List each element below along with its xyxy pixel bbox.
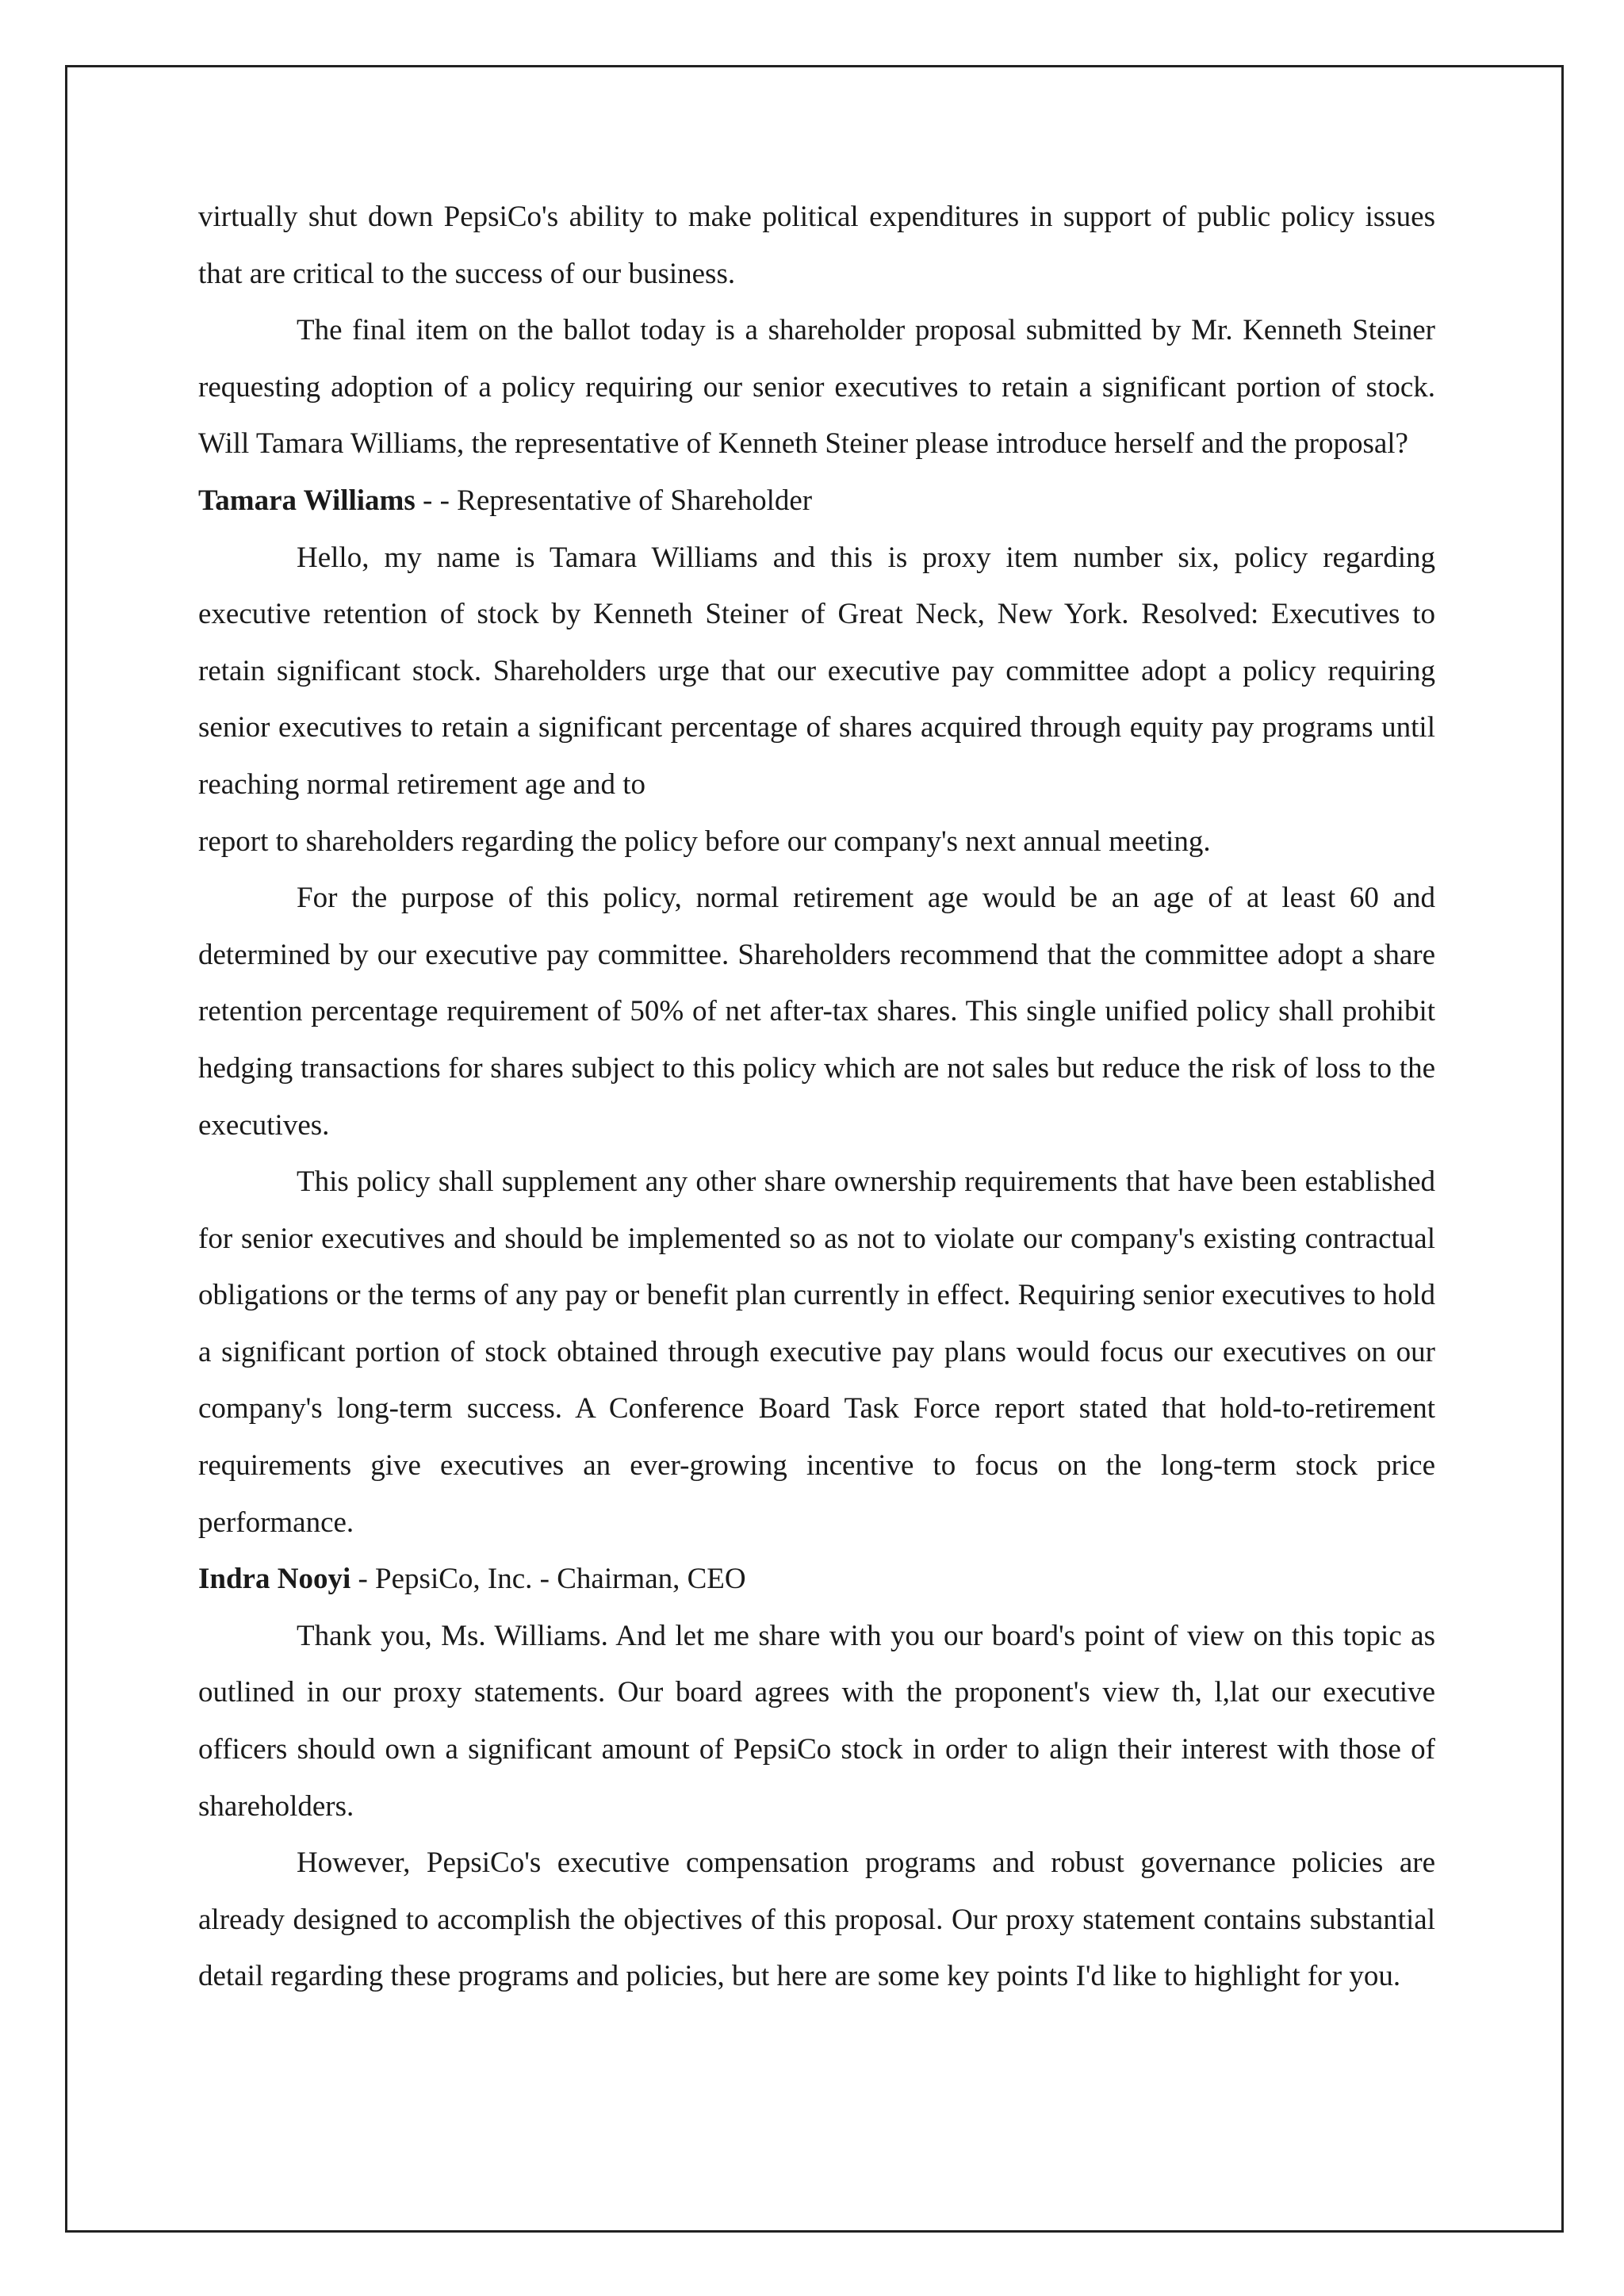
speaker-name: Indra Nooyi: [198, 1563, 351, 1596]
paragraph: For the purpose of this policy, normal retirement age would be an age of at least 60 and determined by our executive pay committee. Shareholders recommend that the committee adopt a share retention percentage requirement of 50% of net after-tax shares. This single unified policy shall prohibit hedging transactions for shares subject to this policy which are not sales but reduce the risk of loss to the executives.: [198, 882, 1435, 1142]
paragraph: virtually shut down PepsiCo's ability to make political expenditures in support of public policy issues that are critical to the success of our business.: [198, 201, 1435, 290]
speaker-role: - PepsiCo, Inc. - Chairman, CEO: [350, 1563, 746, 1596]
speaker-line: [198, 1551, 1435, 1608]
speaker-role: - - Representative of Shareholder: [415, 484, 813, 517]
paragraph: Hello, my name is Tamara Williams and this is proxy item number six, policy regarding executive retention of stock by Kenneth Steiner of Great Neck, New York. Resolved: Executives to retain significant stock. Shareholders urge that our executive pay committee adopt a policy requiring senior executives to retain a significant percentage of shares acquired through equity pay programs until reaching normal retirement age and to: [198, 541, 1435, 801]
speaker-line: [198, 473, 1435, 530]
paragraph: Thank you, Ms. Williams. And let me share with you our board's point of view on this topic as outlined in our proxy statements. Our board agrees with the proponent's view th, l,lat our executive officers should own a significant amount of PepsiCo stock in order to align their interest with those of shareholders.: [198, 1619, 1435, 1823]
transcript-body: [198, 189, 1435, 2005]
speaker-name: Tamara Williams: [198, 484, 416, 517]
paragraph: However, PepsiCo's executive compensation programs and robust governance policies are already designed to accomplish the objectives of this proposal. Our proxy statement contains substantial detail regarding these programs and policies, but here are some key points I'd like to highlight for you.: [198, 1846, 1435, 1993]
paragraph: This policy shall supplement any other share ownership requirements that have been established for senior executives and should be implemented so as not to violate our company's existing contractual obligations or the terms of any pay or benefit plan currently in effect. Requiring senior executives to hold a significant portion of stock obtained through executive pay plans would focus our executives on our company's long-term success. A Conference Board Task Force report stated that hold-to-retirement requirements give executives an ever-growing incentive to focus on the long-term stock price performance.: [198, 1165, 1435, 1539]
paragraph: The final item on the ballot today is a shareholder proposal submitted by Mr. Kenneth Steiner requesting adoption of a policy requiring our senior executives to retain a significant portion of stock. Will Tamara Williams, the representative of Kenneth Steiner please introduce herself and the proposal?: [198, 314, 1435, 461]
paragraph: report to shareholders regarding the policy before our company's next annual meeting.: [198, 825, 1211, 858]
